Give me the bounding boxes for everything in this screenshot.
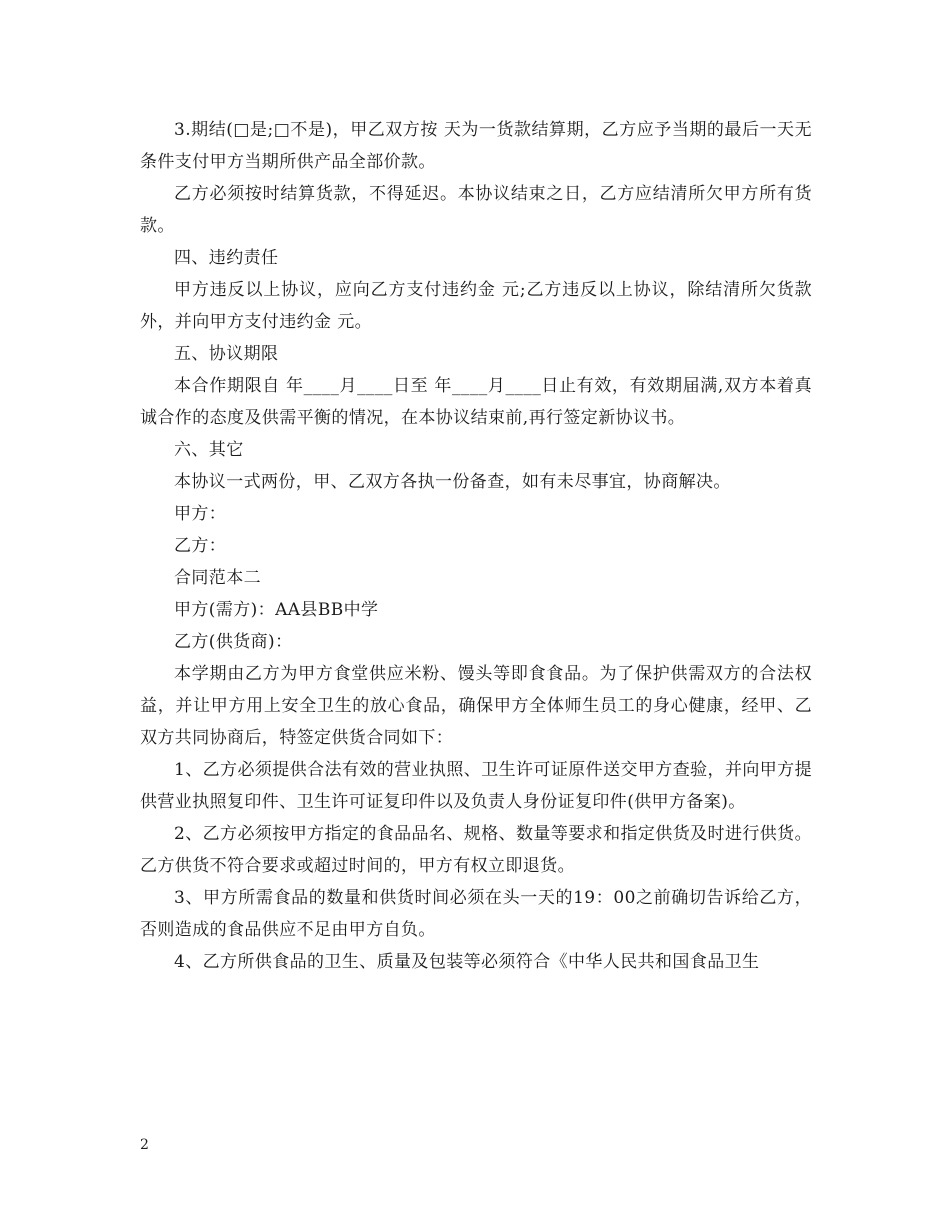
paragraph-term-details: 本合作期限自 年____月____日至 年____月____日止有效，有效期届满,双方本着真诚合作的态度及供需平衡的情况，在本协议结束前,再行签定新协议书。 bbox=[140, 376, 812, 428]
paragraph-penalty: 甲方违反以上协议，应向乙方支付违约金 元;乙方违反以上协议，除结清所欠货款外，并向甲方支付违约金 元。 bbox=[140, 280, 812, 332]
heading-contract-template-two: 合同范本二 bbox=[174, 568, 261, 588]
party-b-supplier: 乙方(供货商)： bbox=[174, 632, 293, 652]
clause-3-order-notice: 3、甲方所需食品的数量和供货时间必须在头一天的19：00之前确切告诉给乙方，否则造成的食品供应不足由甲方自负。 bbox=[140, 888, 812, 940]
clause-1-licenses: 1、乙方必须提供合法有效的营业执照、卫生许可证原件送交甲方查验，并向甲方提供营业执照复印件、卫生许可证复印件以及负责人身份证复印件(供甲方备案)。 bbox=[140, 760, 812, 812]
party-a-signature-line: 甲方： bbox=[174, 504, 227, 524]
heading-breach-liability: 四、违约责任 bbox=[174, 248, 279, 268]
clause-2-supply-requirements: 2、乙方必须按甲方指定的食品品名、规格、数量等要求和指定供货及时进行供货。乙方供货不符合要求或超过时间的，甲方有权立即退货。 bbox=[140, 824, 812, 876]
clause-4-hygiene-quality: 4、乙方所供食品的卫生、质量及包装等必须符合《中华人民共和国食品卫生 bbox=[174, 952, 760, 972]
page-number: 2 bbox=[140, 1137, 149, 1153]
paragraph-copies: 本协议一式两份，甲、乙双方各执一份备查，如有未尽事宜，协商解决。 bbox=[174, 472, 731, 492]
heading-other: 六、其它 bbox=[174, 440, 244, 460]
heading-agreement-term: 五、协议期限 bbox=[174, 344, 279, 364]
paragraph-payment-deadline: 乙方必须按时结算货款，不得延迟。本协议结束之日，乙方应结清所欠甲方所有货款。 bbox=[140, 184, 812, 236]
document-body bbox=[140, 114, 812, 978]
party-b-signature-line: 乙方： bbox=[174, 536, 227, 556]
party-a-buyer: 甲方(需方)：AA县BB中学 bbox=[174, 600, 379, 620]
paragraph-preamble: 本学期由乙方为甲方食堂供应米粉、馒头等即食食品。为了保护供需双方的合法权益，并让甲方用上安全卫生的放心食品，确保甲方全体师生员工的身心健康，经甲、乙双方共同协商后，特签定供货合同如下： bbox=[140, 664, 812, 748]
paragraph-settlement-period: 3.期结(□是;□不是)，甲乙双方按 天为一货款结算期，乙方应予当期的最后一天无条件支付甲方当期所供产品全部价款。 bbox=[140, 120, 812, 172]
